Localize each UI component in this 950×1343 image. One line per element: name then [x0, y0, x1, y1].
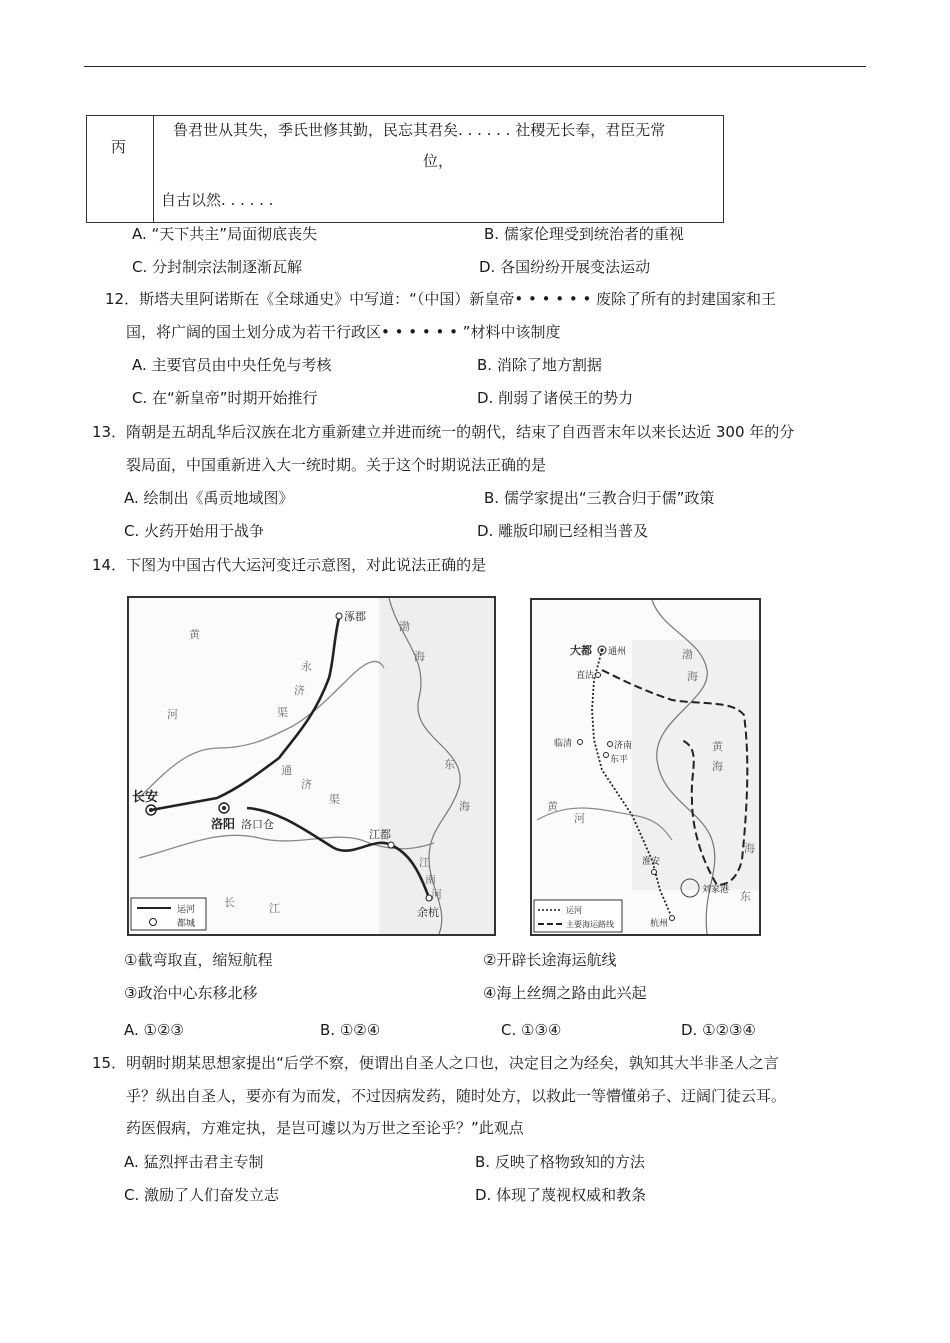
map-char: 河	[574, 812, 585, 825]
map-char: 济	[294, 684, 305, 697]
map-char: 东	[740, 890, 751, 903]
q12-option-a: A. 主要官员由中央任免与考核	[132, 356, 332, 374]
luokoucang-label: 洛口仓	[241, 818, 274, 831]
jiangdu-label: 江都	[369, 828, 391, 841]
q14-option-a: A. ①②③	[124, 1021, 184, 1039]
yuan-canal-map-drawing	[532, 600, 759, 934]
map-char: 黄	[712, 740, 723, 753]
q14-option-b: B. ①②④	[320, 1021, 381, 1039]
dadu-label: 大都	[570, 644, 592, 657]
jinan-marker	[608, 742, 613, 747]
q12-stem-line-1: 12．斯塔夫里阿诺斯在《全球通史》中写道：“（中国）新皇帝• • • • • • 废除了所有的封建国家和王	[105, 290, 777, 308]
map-char: 江	[269, 902, 280, 915]
map-char: 江	[419, 856, 430, 869]
map-char: 渤	[399, 620, 410, 633]
map-char: 长	[224, 896, 235, 909]
q13-option-b: B. 儒学家提出“三教合归于儒”政策	[484, 489, 715, 507]
map-char: 渠	[277, 706, 288, 719]
map-char: 黄	[547, 800, 558, 813]
q13-stem-line-2: 裂局面，中国重新进入大一统时期。关于这个时期说法正确的是	[126, 456, 547, 474]
luoyang-label: 洛阳	[211, 817, 236, 831]
map-char: 海	[687, 670, 698, 683]
q13-stem-line-1: 13．隋朝是五胡乱华后汉族在北方重新建立并进而统一的朝代，结束了自西晋末年以来长达近 300 年的分	[92, 423, 795, 441]
map-char: 东	[444, 758, 455, 771]
map-char: 海	[414, 650, 425, 663]
hangzhou-marker	[670, 916, 675, 921]
q11-option-a: A. “天下共主”局面彻底丧失	[132, 225, 318, 243]
q12-option-b: B. 消除了地方割据	[477, 356, 602, 374]
q15-option-c: C. 激励了人们奋发立志	[124, 1186, 280, 1204]
q14-statement-3: ③政治中心东移北移	[124, 984, 258, 1002]
table-line-3: 自古以然. . . . . .	[161, 191, 274, 209]
sea-area	[379, 598, 494, 934]
zhuojun-label: 涿郡	[344, 610, 366, 623]
map-char: 南	[425, 873, 436, 886]
map-char: 通	[281, 764, 292, 777]
zhigu-marker	[596, 673, 601, 678]
q14-option-c: C. ①③④	[501, 1021, 562, 1039]
q14-statement-2: ②开辟长途海运航线	[483, 951, 617, 969]
q14-option-d: D. ①②③④	[681, 1021, 756, 1039]
map-char: 河	[167, 708, 178, 721]
zhuojun-marker	[336, 613, 342, 619]
huaian-label: 淮安	[642, 857, 661, 867]
q12-option-d: D. 削弱了诸侯王的势力	[477, 389, 634, 407]
q14-stem: 14．下图为中国古代大运河变迁示意图，对此说法正确的是	[92, 556, 487, 574]
q15-stem-line-1: 15．明朝时期某思想家提出“后学不察，便谓出自圣人之口也，决定目之为经矣，孰知其大半非圣人之言	[92, 1054, 779, 1072]
legend-canal-label: 运河	[177, 905, 196, 915]
jinan-label: 济南	[614, 741, 633, 751]
sui-canal-map-drawing	[129, 598, 494, 934]
luoyang-marker-dot	[222, 806, 226, 810]
q13-option-a: A. 绘制出《禹贡地域图》	[124, 489, 294, 507]
zhigu-label: 直沽	[576, 671, 595, 681]
source-table	[86, 115, 724, 223]
q14-statement-1: ①截弯取直，缩短航程	[124, 951, 273, 969]
q12-stem-line-2: 国，将广阔的国土划分成为若干行政区• • • • • • ”材料中该制度	[126, 323, 561, 341]
sui-canal-map	[127, 596, 496, 936]
map-char: 海	[712, 760, 723, 773]
yellow-river	[139, 661, 384, 798]
q15-option-b: B. 反映了格物致知的方法	[475, 1153, 645, 1171]
q13-option-d: D. 雕版印刷已经相当普及	[477, 522, 649, 540]
tongzhou-label: 通州	[608, 647, 627, 657]
legend-sea-label: 主要海运路线	[566, 920, 614, 929]
q11-option-c: C. 分封制宗法制逐渐瓦解	[132, 258, 303, 276]
yuhang-label: 余杭	[417, 906, 439, 919]
linqing-marker	[578, 740, 583, 745]
map-char: 黄	[189, 628, 200, 641]
map-char: 济	[301, 778, 312, 791]
table-line-2: 位，	[423, 152, 454, 170]
q13-option-c: C. 火药开始用于战争	[124, 522, 265, 540]
dongping-marker	[604, 753, 609, 758]
q14-statement-4: ④海上丝绸之路由此兴起	[483, 984, 647, 1002]
huaian-marker	[652, 870, 657, 875]
table-label: 丙	[111, 138, 127, 156]
changan-label: 长安	[132, 790, 159, 805]
map-char: 渠	[329, 793, 340, 806]
table-label-cell	[87, 116, 154, 222]
map-char: 永	[301, 660, 312, 673]
jiangdu-marker	[388, 842, 394, 848]
q15-option-a: A. 猛烈抨击君主专制	[124, 1153, 264, 1171]
map-char: 海	[744, 842, 755, 855]
dongping-label: 东平	[610, 755, 629, 765]
liujiagang-label: 刘家港	[702, 885, 730, 895]
header-rule	[84, 66, 866, 67]
q12-option-c: C. 在“新皇帝”时期开始推行	[132, 389, 318, 407]
q15-option-d: D. 体现了蔑视权威和教条	[475, 1186, 647, 1204]
legend-canal-label: 运河	[566, 906, 582, 915]
yuan-canal-map	[530, 598, 761, 936]
map-char: 河	[431, 888, 442, 901]
q11-option-d: D. 各国纷纷开展变法运动	[479, 258, 651, 276]
legend-capital-label: 都城	[177, 919, 196, 929]
q11-option-b: B. 儒家伦理受到统治者的重视	[484, 225, 684, 243]
dadu-marker-dot	[600, 648, 603, 651]
q15-stem-line-3: 药医假病，方难定执，是岂可遽以为万世之至论乎？”此观点	[126, 1119, 524, 1137]
q15-stem-line-2: 乎？纵出自圣人，要亦有为而发，不过因病发药，随时处方，以救此一等懵懂弟子、迂阔门徒云耳。	[126, 1087, 787, 1105]
table-line-1: 鲁君世从其失，季氏世修其勤，民忘其君矣. . . . . . 社稷无长奉，君臣无常	[173, 121, 666, 139]
hangzhou-label: 杭州	[650, 919, 669, 929]
map-char: 海	[459, 800, 470, 813]
map-char: 渤	[682, 648, 693, 661]
linqing-label: 临清	[554, 739, 573, 749]
changan-marker-dot	[149, 808, 153, 812]
